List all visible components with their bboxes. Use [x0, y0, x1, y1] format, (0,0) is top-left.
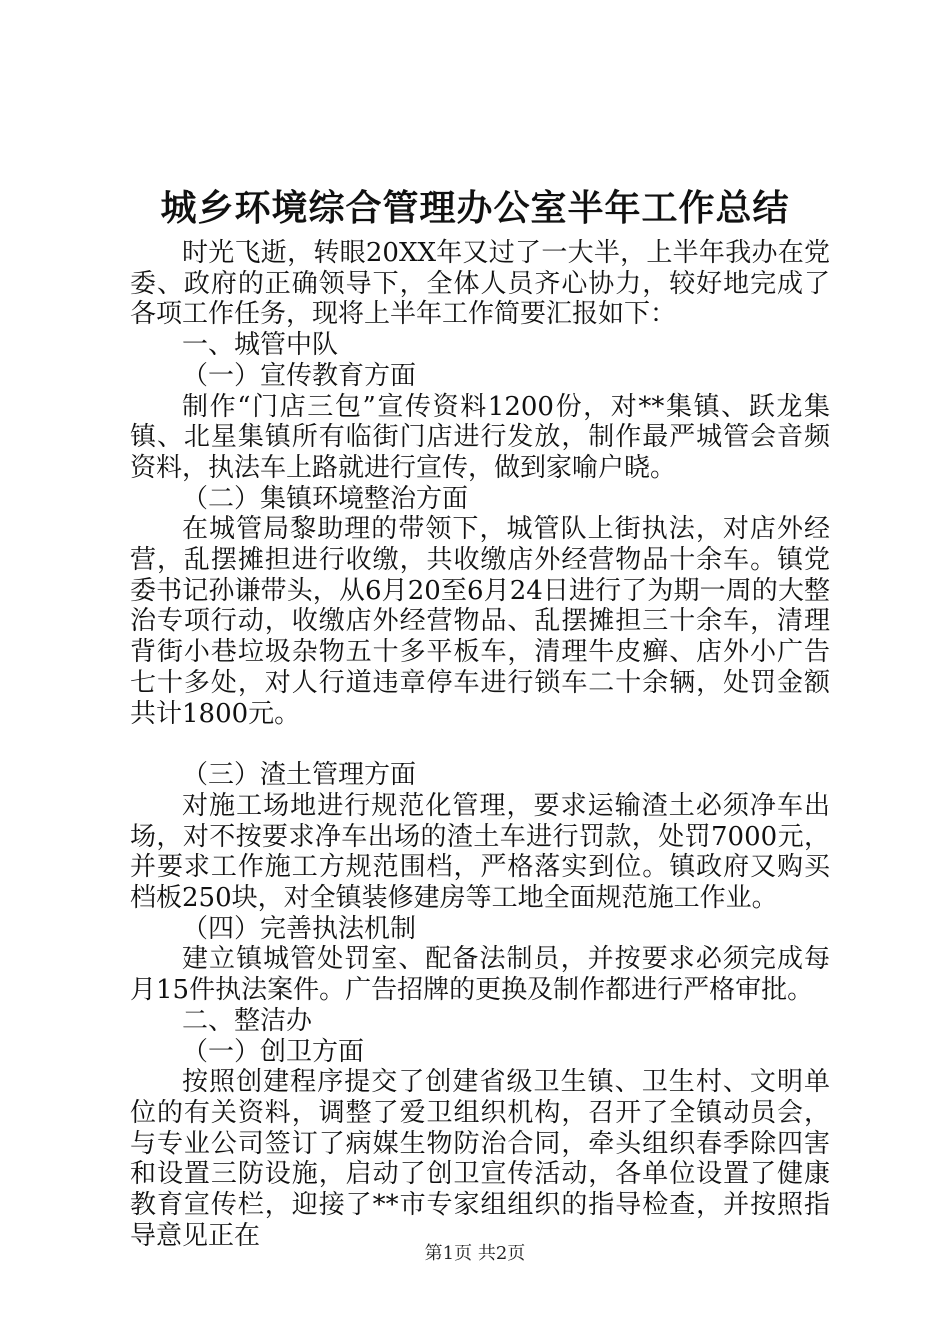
- paragraph-publicity: 制作“门店三包”宣传资料1200份，对**集镇、跃龙集镇、北星集镇所有临街门店进行发放，制作最严城管会音频资料，执法车上路就进行宣传，做到家喻户晓。: [130, 391, 830, 483]
- subsection-heading-1-4: （四）完善执法机制: [182, 913, 417, 944]
- paragraph-town-rectification: 在城管局黎助理的带领下，城管队上街执法，对店外经营，乱摆摊担进行收缴，共收缴店外经营物品十余车。镇党委书记孙谦带头，从6月20至6月24日进行了为期一周的大整治专项行动，收缴店外经营物品、乱摆摊担三十余车，清理背街小巷垃圾杂物五十多平板车，清理牛皮癣、店外小广告七十多处，对人行道违章停车进行锁车二十余辆，处罚金额共计1800元。: [130, 514, 830, 729]
- subsection-heading-1-1: （一）宣传教育方面: [182, 360, 417, 391]
- subsection-heading-1-2: （二）集镇环境整治方面: [182, 483, 469, 514]
- paragraph-muck-management: 对施工场地进行规范化管理，要求运输渣土必须净车出场，对不按要求净车出场的渣土车进行罚款，处罚7000元，并要求工作施工方规范围档，严格落实到位。镇政府又购买档板250块，对全镇装修建房等工地全面规范施工作业。: [130, 790, 830, 914]
- page-number-footer: 第1页 共2页: [424, 1243, 526, 1264]
- paragraph-sanitation-campaign: 按照创建程序提交了创建省级卫生镇、卫生村、文明单位的有关资料，调整了爱卫组织机构，召开了全镇动员会，与专业公司签订了病媒生物防治合同，牵头组织春季除四害和设置三防设施，启动了创卫宣传活动，各单位设置了健康教育宣传栏，迎接了**市专家组组织的指导检查，并按照指导意见正在: [130, 1067, 830, 1251]
- section-heading-2: 二、整洁办: [182, 1005, 313, 1036]
- subsection-heading-1-3: （三）渣土管理方面: [182, 760, 417, 791]
- subsection-heading-2-1: （一）创卫方面: [182, 1036, 365, 1067]
- document-body: [130, 238, 830, 1252]
- paragraph-enforcement-mechanism: 建立镇城管处罚室、配备法制员，并按要求必须完成每月15件执法案件。广告招牌的更换及制作都进行严格审批。: [130, 944, 830, 1006]
- blank-line: [130, 729, 830, 760]
- section-heading-1: 一、城管中队: [182, 330, 339, 361]
- document-title: 城乡环境综合管理办公室半年工作总结: [160, 187, 790, 229]
- intro-paragraph: 时光飞逝，转眼20XX年又过了一大半，上半年我办在党委、政府的正确领导下，全体人员齐心协力，较好地完成了各项工作任务，现将上半年工作简要汇报如下：: [130, 238, 830, 330]
